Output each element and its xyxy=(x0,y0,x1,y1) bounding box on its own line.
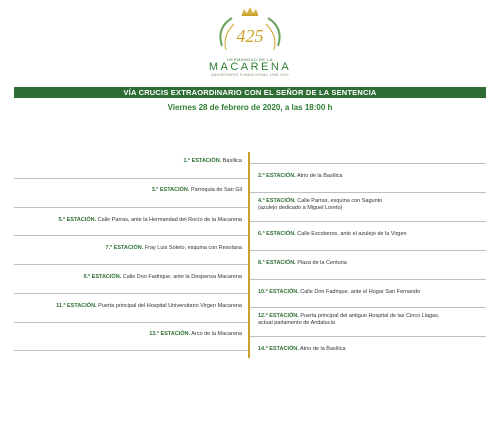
station-place: Plaza de la Centuria xyxy=(297,260,347,266)
station-10 xyxy=(258,289,488,296)
station-2 xyxy=(258,173,488,180)
station-number: 10.ª ESTACIÓN. xyxy=(258,289,299,295)
logo-line-3: ANIVERSARIO FUNDACIONAL 1595-2020 xyxy=(211,73,289,77)
logo-line-2: MACARENA xyxy=(208,61,292,73)
station-5 xyxy=(58,217,242,224)
station-4 xyxy=(258,198,488,212)
logo-line-1: HERMANDAD DE LA xyxy=(227,57,273,62)
station-number: 12.ª ESTACIÓN. xyxy=(258,313,299,319)
station-place: Calle Don Fadrique, ante el Hogar San Fernando xyxy=(300,289,421,295)
anniversary-emblem-icon xyxy=(210,6,290,58)
divider xyxy=(250,163,486,164)
divider xyxy=(250,250,486,251)
station-number: 7.ª ESTACIÓN. xyxy=(105,245,144,251)
station-place: Calle Escoberos, ante el azulejo de la Virgen xyxy=(297,231,407,237)
station-number: 6.ª ESTACIÓN. xyxy=(258,231,296,237)
station-11 xyxy=(56,303,242,310)
station-3 xyxy=(152,187,242,194)
station-number: 14.ª ESTACIÓN. xyxy=(258,346,299,352)
station-place: Arco de la Macarena xyxy=(191,331,242,337)
event-date: Viernes 28 de febrero de 2020, a las 18:00 h xyxy=(167,103,333,112)
divider xyxy=(14,322,248,323)
divider xyxy=(250,192,486,193)
station-place: Atrio de la Basílica xyxy=(296,173,343,179)
station-place-note: (azulejo dedicado a Miguel Loreto) xyxy=(258,205,343,211)
divider xyxy=(250,221,486,222)
divider xyxy=(14,178,248,179)
station-number: 8.ª ESTACIÓN. xyxy=(258,260,296,266)
station-number: 13.ª ESTACIÓN. xyxy=(149,331,191,337)
station-place: Fray Luis Sotelo, esquina con Resolana xyxy=(144,245,242,251)
station-place: Calle Don Fadrique, ante la Despensa Macarena xyxy=(122,274,242,280)
station-place: Atrio de la Basílica xyxy=(299,346,346,352)
station-number: 1.ª ESTACIÓN. xyxy=(183,158,222,164)
divider xyxy=(14,235,248,236)
station-7 xyxy=(106,245,242,252)
station-place: Calle Parras, esquina con Sagunto xyxy=(297,198,383,204)
station-8 xyxy=(258,260,488,267)
station-place: Calle Parras, ante la Hermandad del Rocío de la Macarena xyxy=(97,217,242,223)
station-9 xyxy=(84,274,242,281)
station-number: 3.ª ESTACIÓN. xyxy=(151,187,190,193)
divider xyxy=(14,264,248,265)
brotherhood-logo xyxy=(0,0,500,86)
station-place: Puerta principal del antiguo Hospital de las Cinco Llagas, xyxy=(300,313,440,319)
station-number: 9.ª ESTACIÓN. xyxy=(83,274,122,280)
station-6 xyxy=(258,231,488,238)
divider xyxy=(250,336,486,337)
divider xyxy=(14,207,248,208)
divider xyxy=(250,307,486,308)
station-1 xyxy=(184,158,243,165)
station-number: 4.ª ESTACIÓN. xyxy=(258,198,296,204)
station-number: 11.ª ESTACIÓN. xyxy=(56,303,97,309)
station-place: Parroquia de San Gil xyxy=(190,187,242,193)
station-14 xyxy=(258,346,488,353)
divider xyxy=(250,279,486,280)
anniversary-number: 425 xyxy=(236,26,264,46)
divider xyxy=(14,350,248,351)
title-banner: VÍA CRUCIS EXTRAORDINARIO CON EL SEÑOR DE LA SENTENCIA xyxy=(14,87,486,98)
timeline-axis xyxy=(248,152,250,358)
station-number: 5.ª ESTACIÓN. xyxy=(58,217,97,223)
station-number: 2.ª ESTACIÓN. xyxy=(258,173,296,179)
station-13 xyxy=(149,331,242,338)
station-place-note: actual parlamento de Andalucía xyxy=(258,320,336,326)
station-12 xyxy=(258,313,488,327)
divider xyxy=(14,293,248,294)
station-place: Puerta principal del Hospital Universitario Virgen Macarena xyxy=(98,303,242,309)
station-place: Basílica xyxy=(222,158,242,164)
